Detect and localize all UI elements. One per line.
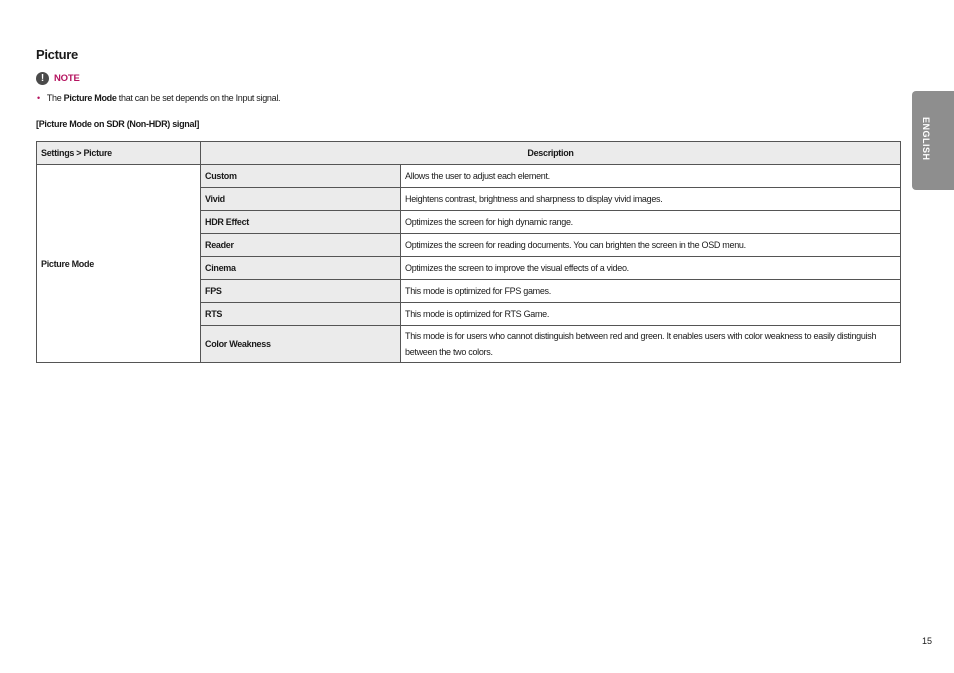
language-side-tab <box>912 91 954 190</box>
mode-description: Allows the user to adjust each element. <box>401 165 901 188</box>
note-heading <box>36 71 80 86</box>
note-bullet <box>37 93 280 103</box>
language-label: ENGLISH <box>921 117 931 161</box>
table-header-row <box>37 142 901 165</box>
header-settings: Settings > Picture <box>37 142 201 165</box>
exclamation-icon: ! <box>36 72 49 85</box>
section-title: Picture <box>36 47 78 62</box>
mode-description: This mode is optimized for FPS games. <box>401 280 901 303</box>
note-text-prefix: The <box>46 93 64 103</box>
mode-name: FPS <box>201 280 401 303</box>
mode-description: Optimizes the screen to improve the visual effects of a video. <box>401 257 901 280</box>
mode-name: Reader <box>201 234 401 257</box>
mode-description: This mode is for users who cannot distinguish between red and green. It enables users with color weakness to easily distinguish between the two colors. <box>401 326 901 363</box>
note-label: NOTE <box>54 73 80 84</box>
mode-description: This mode is optimized for RTS Game. <box>401 303 901 326</box>
table-row <box>37 165 901 188</box>
mode-name: Color Weakness <box>201 326 401 363</box>
picture-mode-table <box>36 141 901 363</box>
note-text-bold: Picture Mode <box>63 93 117 103</box>
mode-description: Heightens contrast, brightness and sharpness to display vivid images. <box>401 188 901 211</box>
header-description: Description <box>201 142 901 165</box>
mode-name: Vivid <box>201 188 401 211</box>
table-caption: [Picture Mode on SDR (Non-HDR) signal] <box>36 119 200 129</box>
bullet-icon: • <box>37 93 40 103</box>
note-text-suffix: that can be set depends on the Input signal. <box>116 93 281 103</box>
mode-name: Cinema <box>201 257 401 280</box>
mode-name: HDR Effect <box>201 211 401 234</box>
mode-description: Optimizes the screen for high dynamic range. <box>401 211 901 234</box>
page-number: 15 <box>922 636 933 646</box>
mode-description: Optimizes the screen for reading documents. You can brighten the screen in the OSD menu. <box>401 234 901 257</box>
picture-mode-label: Picture Mode <box>37 165 201 363</box>
mode-name: Custom <box>201 165 401 188</box>
mode-name: RTS <box>201 303 401 326</box>
